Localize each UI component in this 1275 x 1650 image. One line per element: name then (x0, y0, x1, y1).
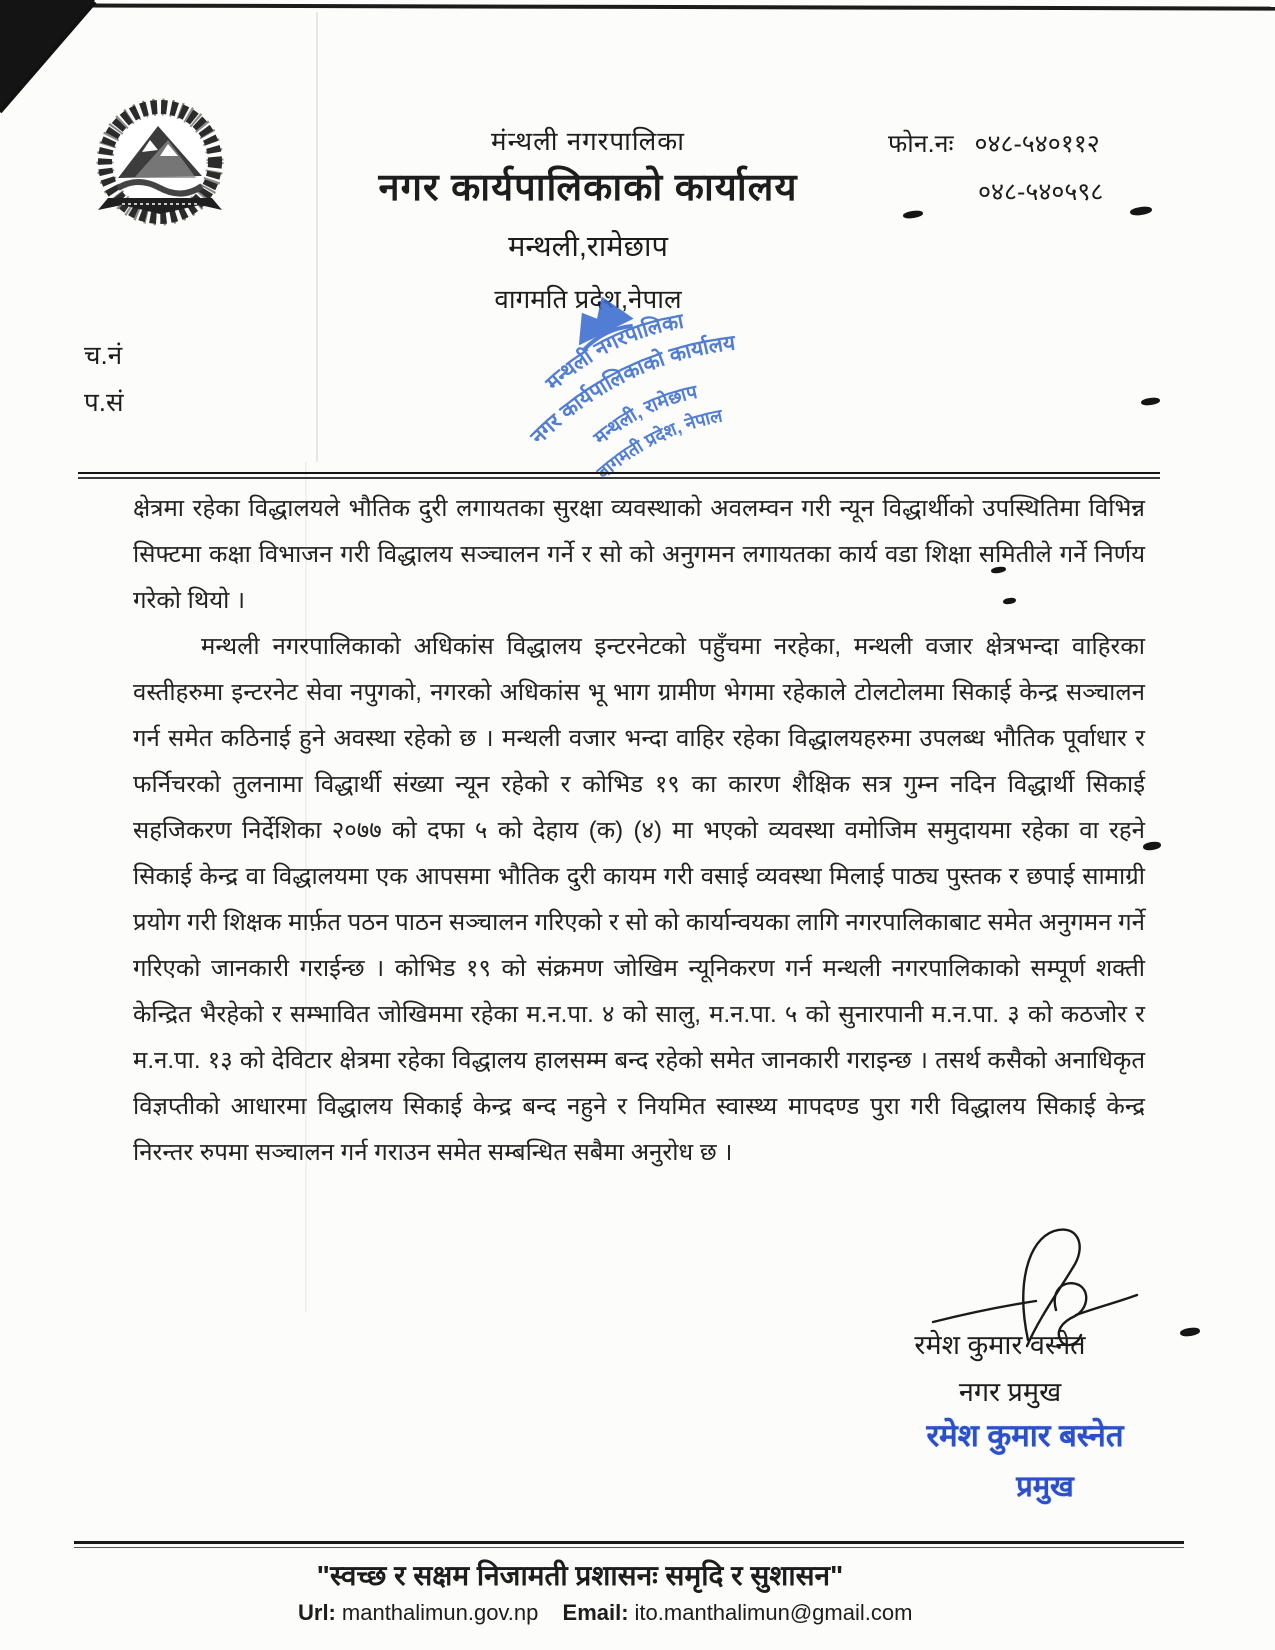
office-province: वागमति प्रदेश,नेपाल (494, 284, 682, 314)
body-paragraph-2: मन्थली नगरपालिकाको अधिकांस विद्धालय इन्टरनेटको पहुँचमा नरहेका, मन्थली वजार क्षेत्रभन्दा वाहिरका वस्तीहरुमा इन्टरनेट सेवा नपुगको, नगरको अधिकांस भू भाग ग्रामीण भेगमा रहेकाले टोलटोलमा सिकाई केन्द्र सञ्चालन गर्न समेत कठिनाई हुने अवस्था रहेको छ । मन्थली वजार भन्दा वाहिर रहेका विद्धालयहरुमा उपलब्ध भौतिक पूर्वाधार र फर्निचरको तुलनामा विद्धार्थी संख्या न्यून रहेको र कोभिड १९ का कारण शैक्षिक सत्र गुम्न नदिन विद्धार्थी सिकाई सहजिकरण निर्देशिका २०७७ को दफा ५ को देहाय (क) (४) मा भएको व्यवस्था वमोजिम समुदायमा रहेका वा रहने सिकाई केन्द्र वा विद्धालयमा एक आपसमा भौतिक दुरी कायम गरी वसाई व्यवस्था मिलाई पाठ्य पुस्तक र छपाई सामाग्री प्रयोग गरी शिक्षक मार्फ़त पठन पाठन सञ्चालन गरिएको र सो को कार्यान्वयका लागि नगरपालिकाबाट समेत अनुगमन गर्ने गरिएको जानकारी गराईन्छ । कोभिड १९ को संक्रमण जोखिम न्यूनिकरण गर्न मन्थली नगरपालिकाको सम्पूर्ण शक्ती केन्द्रित भैरहेको र सम्भावित जोखिममा रहेका म.न.पा. ४ को सालु, म.न.पा. ५ को सुनारपानी म.न.पा. ३ को कठजोर र म.न.पा. १३ को देविटार क्षेत्रमा रहेका विद्धालय हालसम्म बन्द रहेको समेत जानकारी गराइन्छ । तसर्थ कसैको अनाधिकृत विज्ञप्तीको आधारमा विद्धालय सिकाई केन्द्र बन्द नहुने र नियमित स्वास्थ्य मापदण्ड पुरा गरी विद्धालय सिकाई केन्द्र निरन्तर रुपमा सञ्चालन गर्न गराउन समेत सम्बन्धित सबैमा अनुरोध छ । (133, 633, 1145, 1166)
scan-speck (1180, 1327, 1201, 1338)
phone-label: फोन.नः (888, 130, 954, 158)
scan-speck (1130, 206, 1153, 217)
scan-speck (1141, 397, 1161, 407)
office-round-stamp (468, 280, 798, 495)
signatory-name: रमेश कुमार वस्नेत (914, 1330, 1086, 1360)
url-label: Url: (298, 1600, 336, 1625)
signatory-title: नगर प्रमुख (958, 1377, 1062, 1407)
footer-rule (74, 1541, 1184, 1548)
stamp-text-line3: मन्थली, रामेछाप (590, 381, 700, 450)
letter-body (133, 486, 1145, 1176)
footer-contact-line (298, 1600, 912, 1626)
scan-speck (1143, 841, 1162, 851)
office-location: मन्थली,रामेछाप (508, 231, 668, 263)
ref-number-label: च.नं (84, 340, 123, 370)
email-label: Email: (562, 1600, 629, 1625)
phone-line-1 (888, 126, 1100, 160)
phone-number-1: ०४८-५४०११२ (974, 130, 1100, 158)
municipality-emblem (80, 98, 240, 240)
signatory-title-stamp: प्रमुख (1016, 1471, 1074, 1503)
dispatch-number-label: प.सं (84, 387, 124, 417)
email-value: ito.manthalimun@gmail.com (634, 1600, 913, 1625)
org-name-line: मंन्थली नगरपालिका (491, 126, 685, 156)
body-paragraph-1: क्षेत्रमा रहेका विद्धालयले भौतिक दुरी लगायतका सुरक्षा व्यवस्थाको अवलम्वन गरी न्यून विद्धार्थीको उपस्थितिमा विभिन्न सिफ्टमा कक्षा विभाजन गरी विद्धालय सञ्चालन गर्ने र सो को अनुगमन लगायतका कार्य वडा शिक्षा समितीले गर्ने निर्णय गरेको थियो । (133, 495, 1145, 614)
phone-number-2: ०४८-५४०५९८ (978, 178, 1104, 206)
stamp-text-line2: नगर कार्यपालिकाको कार्यालय (526, 331, 737, 449)
stamp-text-line1: मन्थली नगरपालिका (541, 309, 686, 396)
url-value: manthalimun.gov.np (341, 1600, 539, 1625)
office-name-title: नगर कार्यपालिकाको कार्यालय (378, 167, 798, 209)
footer-motto: "स्वच्छ र सक्षम निजामती प्रशासनः समृदि र सुशासन" (316, 1560, 844, 1591)
header-rule (78, 472, 1160, 479)
signatory-name-stamp: रमेश कुमार बस्नेत (926, 1418, 1124, 1453)
stamp-text-line4: बागमती प्रदेश, नेपाल (593, 405, 725, 483)
